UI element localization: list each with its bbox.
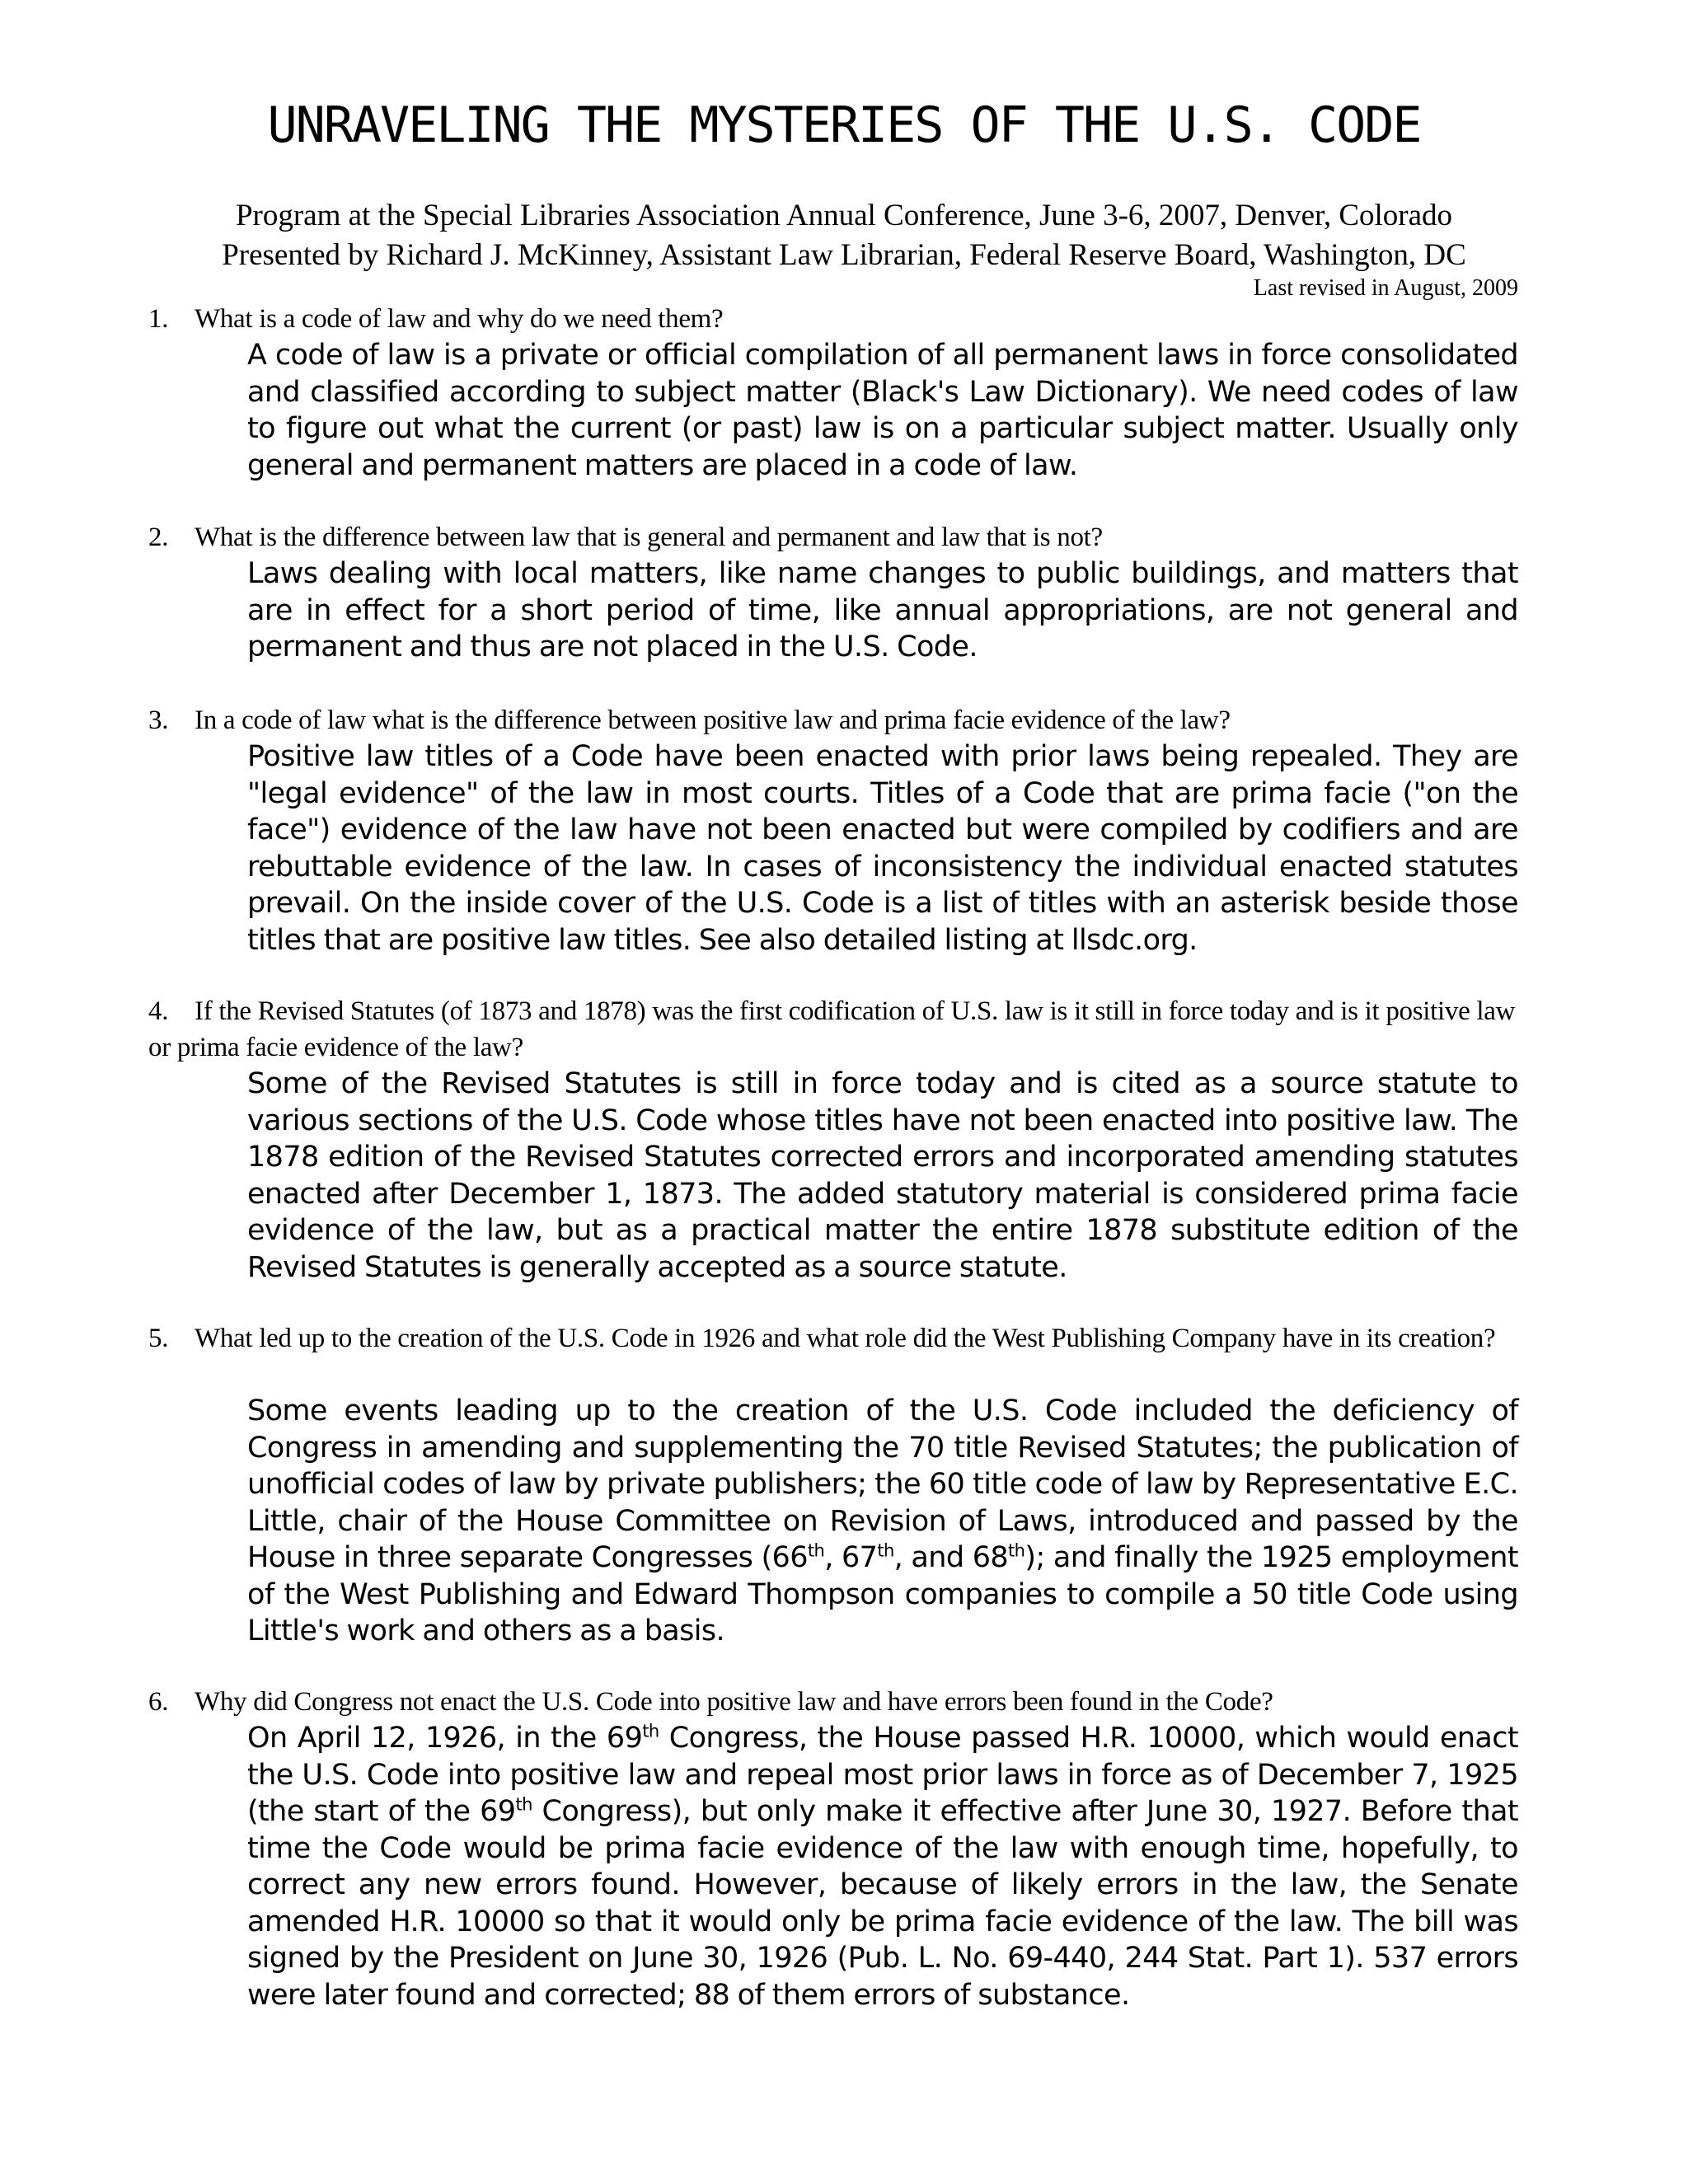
answer-6 (247, 1720, 1518, 2013)
answer-text: Some events leading up to the creation of the U.S. Code included the deficiency of Congress in amending and supplementing the 70 title Revised Statutes; the publication of unofficial codes of law by private publishers; the 60 title code of law by Representative E.C. Little, chair of the House Committee on Revision of Laws, introduced and passed by the House in three separate Congresses (66 (247, 1394, 1518, 1574)
answer-2: Laws dealing with local matters, like name changes to public buildings, and matters that are in effect for a short period of time, like annual appropriations, are not general and permanent and thus are not placed in the U.S. Code. (247, 557, 1518, 663)
ordinal-suffix: th (1008, 1540, 1025, 1561)
question-number: 6. (148, 1687, 169, 1717)
ordinal-suffix: th (807, 1540, 825, 1561)
question-text: What is the difference between law that is general and permanent and law that is not? (195, 523, 1103, 552)
question-text: What is a code of law and why do we need them? (195, 304, 724, 334)
answer-text: Congress, the House passed H.R. 10000, which would enact the U.S. Code into positive law and repeal most prior laws in force as of December 7, 1925 (the start of the 69 (247, 1722, 1518, 1828)
answer-5 (247, 1393, 1518, 1650)
presenter-subtitle: Presented by Richard J. McKinney, Assistant Law Librarian, Federal Reserve Board, Washington, DC (222, 238, 1466, 272)
page-title: UNRAVELING THE MYSTERIES OF THE U.S. CODE (267, 96, 1421, 154)
question-6 (148, 1684, 1518, 1720)
ordinal-suffix: th (877, 1540, 894, 1561)
question-number: 1. (148, 304, 169, 334)
conference-subtitle: Program at the Special Libraries Association Annual Conference, June 3-6, 2007, Denver, Colorado (235, 199, 1453, 232)
ordinal-suffix: th (515, 1794, 532, 1815)
question-4 (148, 993, 1518, 1066)
ordinal-suffix: th (642, 1721, 659, 1741)
question-text: In a code of law what is the difference between positive law and prima facie evidence of the law? (195, 705, 1231, 735)
question-number: 3. (148, 705, 169, 735)
question-number: 4. (148, 996, 169, 1026)
revision-date: Last revised in August, 2009 (1253, 275, 1518, 301)
question-text: Why did Congress not enact the U.S. Code into positive law and have errors been found in the Code? (195, 1687, 1273, 1717)
answer-text: ); and finally the 1925 employment of the West Publishing and Edward Thompson companies to compile a 50 title Code using Little's work and others as a basis. (247, 1541, 1518, 1647)
answer-text: Congress), but only make it effective after June 30, 1927. Before that time the Code would be prima facie evidence of the law with enough time, hopefully, to correct any new errors found. However, because of likely errors in the law, the Senate amended H.R. 10000 so that it would only be prima facie evidence of the law. The bill was signed by the President on June 30, 1926 (Pub. L. No. 69-440, 244 Stat. Part 1). 537 errors were later found and corrected; 88 of them errors of substance. (247, 1795, 1518, 2012)
question-2 (148, 519, 1518, 555)
answer-text: On April 12, 1926, in the 69 (247, 1722, 643, 1755)
question-number: 5. (148, 1324, 169, 1353)
answer-text: , 67 (824, 1541, 878, 1574)
question-text: What led up to the creation of the U.S. Code in 1926 and what role did the West Publishing Company have in its creation? (195, 1324, 1496, 1353)
question-3 (148, 702, 1518, 738)
answer-text: , and 68 (893, 1541, 1009, 1574)
question-5 (148, 1320, 1518, 1357)
question-number: 2. (148, 523, 169, 552)
answer-3: Positive law titles of a Code have been enacted with prior laws being repealed. They are "legal evidence" of the law in most courts. Titles of a Code that are prima facie ("on the face") evidence of the law have not been enacted but were compiled by codifiers and are rebuttable evidence of the law. In cases of inconsistency the individual enacted statutes prevail. On the inside cover of the U.S. Code is a list of titles with an asterisk beside those titles that are positive law titles. See also detailed listing at llsdc.org. (247, 740, 1518, 957)
question-1 (148, 301, 1518, 337)
answer-4: Some of the Revised Statutes is still in force today and is cited as a source statute to various sections of the U.S. Code whose titles have not been enacted into positive law. The 1878 edition of the Revised Statutes corrected errors and incorporated amending statutes enacted after December 1, 1873. The added statutory material is considered prima facie evidence of the law, but as a practical matter the entire 1878 substitute edition of the Revised Statutes is generally accepted as a source statute. (247, 1067, 1518, 1284)
answer-1: A code of law is a private or official compilation of all permanent laws in force consolidated and classified according to subject matter (Black's Law Dictionary). We need codes of law to figure out what the current (or past) law is on a particular subject matter. Usually only general and permanent matters are placed in a code of law. (247, 339, 1518, 482)
question-text: If the Revised Statutes (of 1873 and 1878) was the first codification of U.S. law is it still in force today and is it positive law or prima facie evidence of the law? (148, 996, 1516, 1062)
